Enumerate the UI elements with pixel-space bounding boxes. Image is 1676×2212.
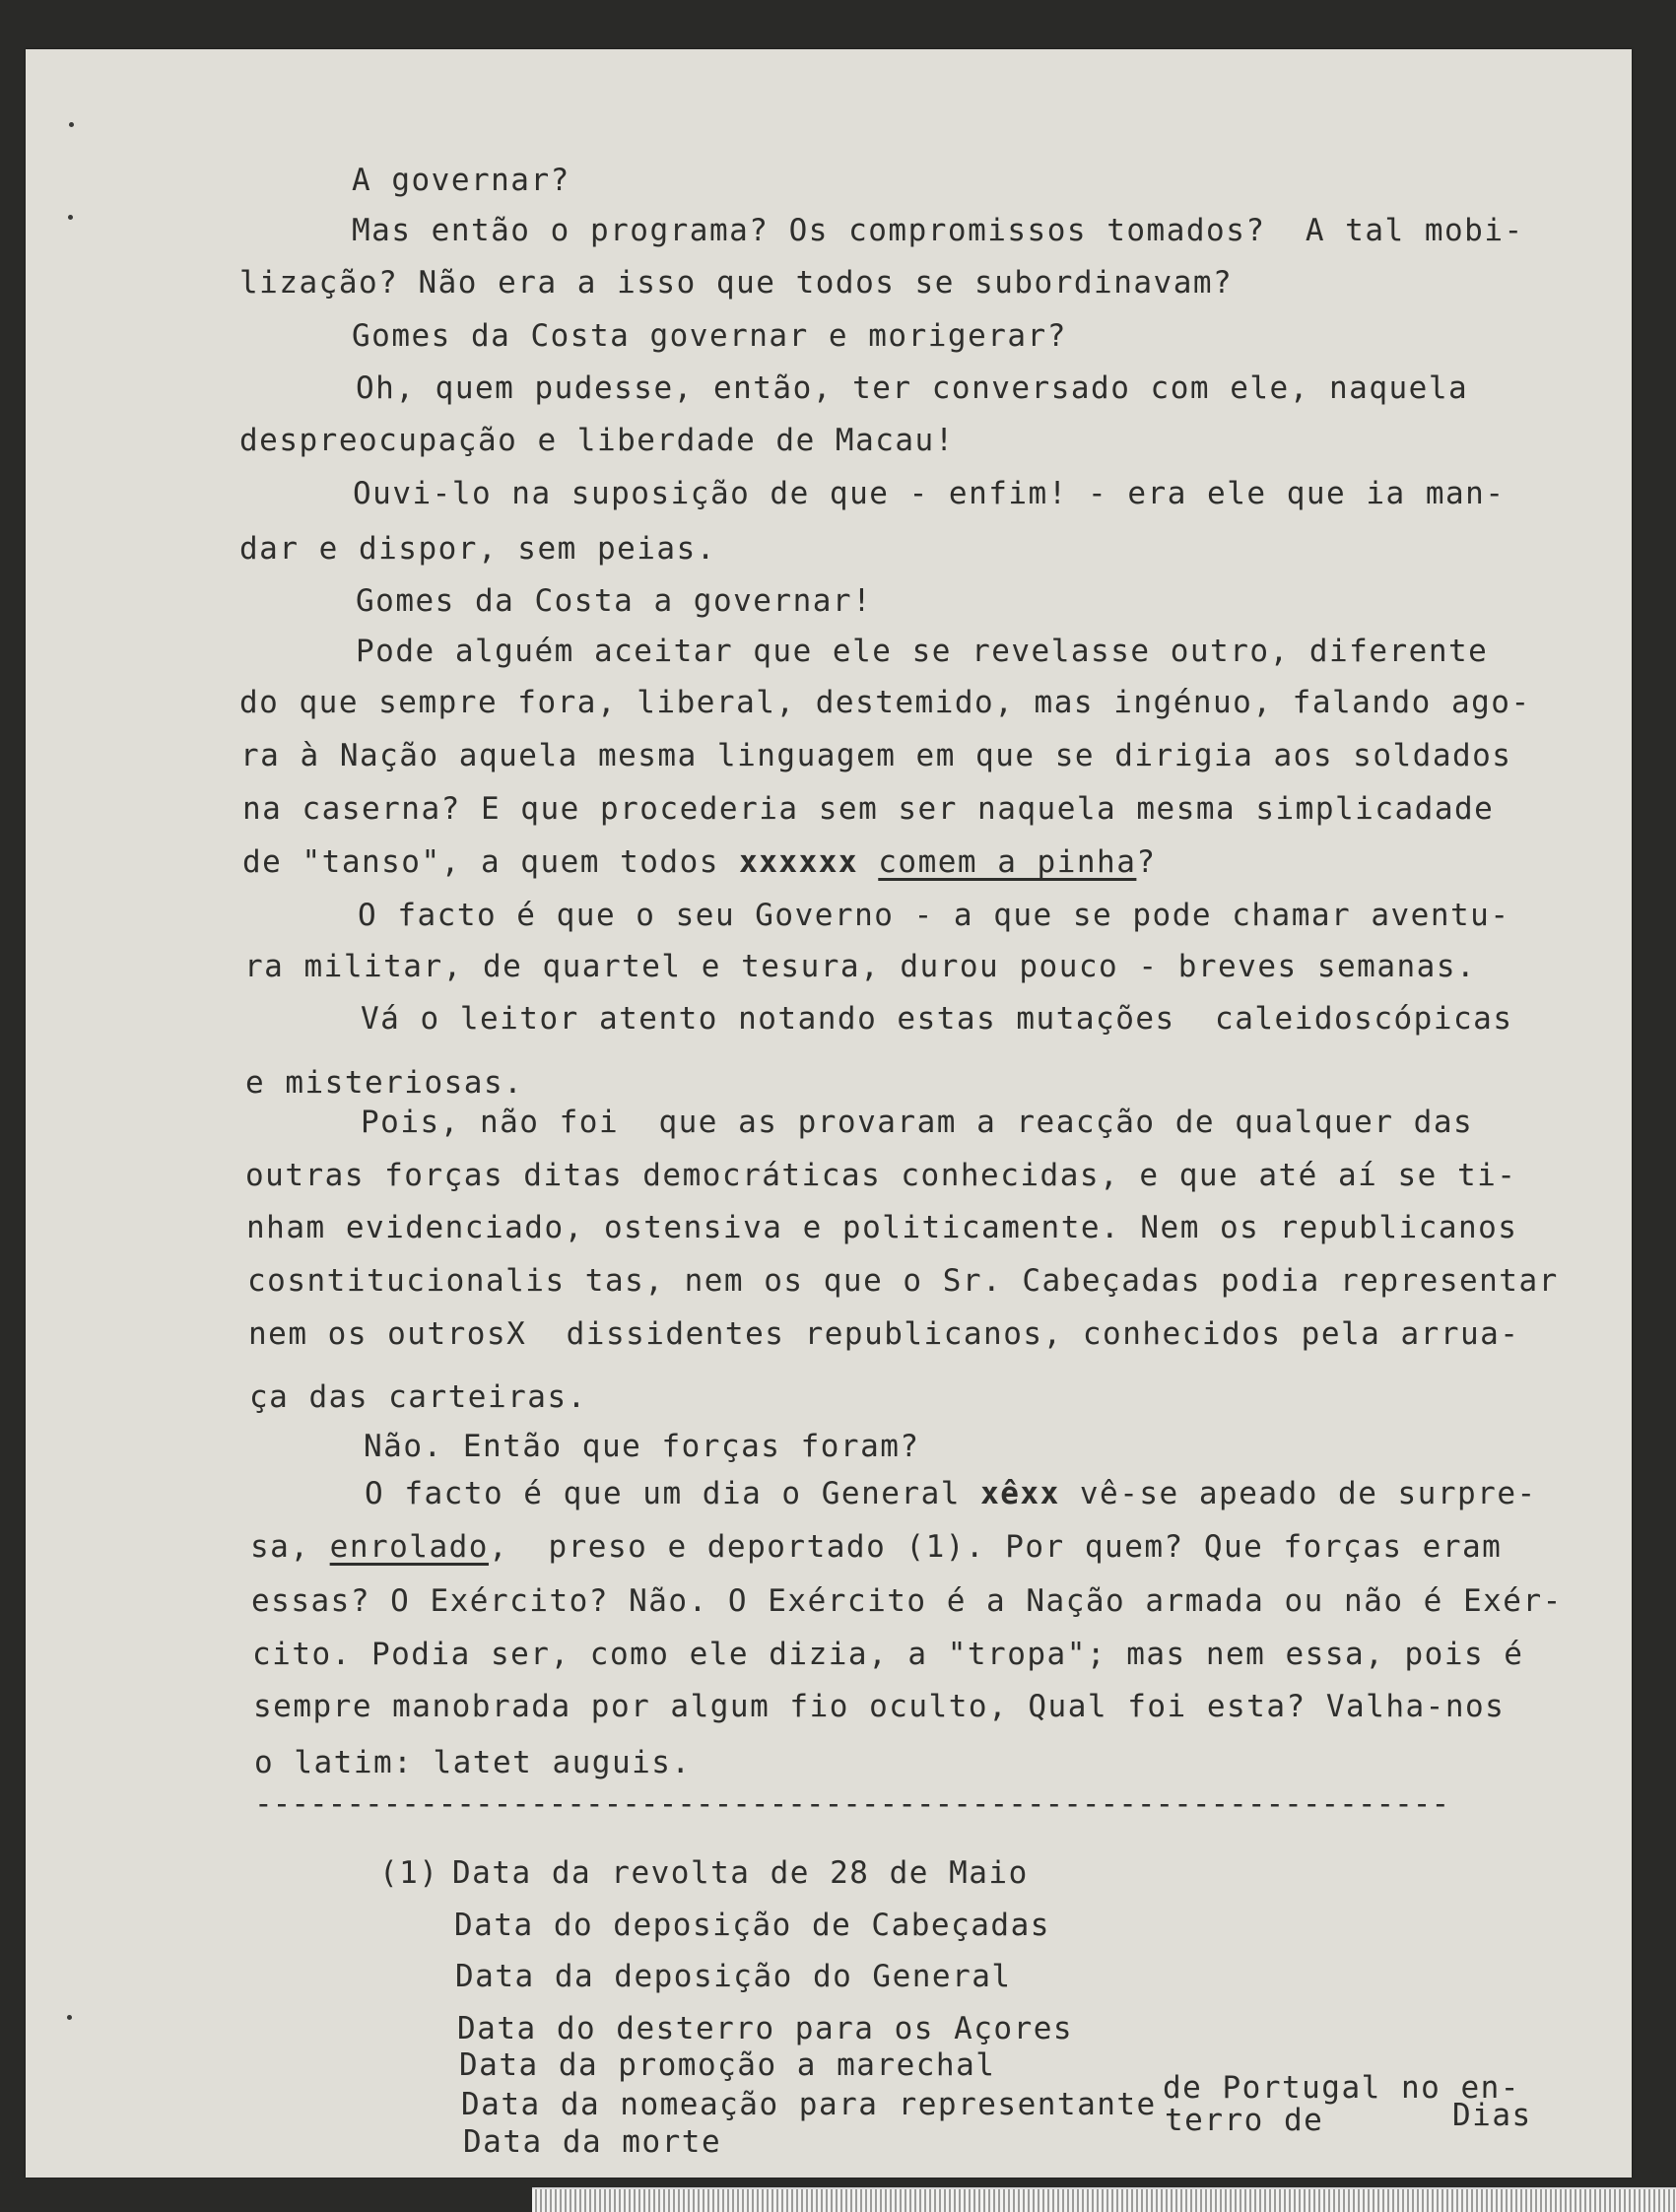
text-line: Gomes da Costa governar e morigerar? — [352, 318, 1067, 354]
struck-out-text: xêxx — [980, 1476, 1060, 1511]
text-line: Ouvi-lo na suposição de que - enfim! - era ele que ia man- — [353, 476, 1506, 511]
text-line: sempre manobrada por algum fio oculto, Qual foi esta? Valha-nos — [253, 1689, 1506, 1724]
text-segment: sa, — [250, 1529, 330, 1565]
punch-hole-mark — [69, 122, 74, 127]
text-line: Pois, não foi que as provaram a reacção de qualquer das — [361, 1105, 1474, 1140]
text-line: ça das carteiras. — [249, 1379, 587, 1415]
text-segment: O facto é que um dia o General — [365, 1476, 981, 1511]
text-segment: ? — [1136, 844, 1157, 880]
text-line: Não. Então que forças foram? — [364, 1429, 920, 1464]
text-segment — [858, 844, 878, 880]
text-line: A governar? — [352, 163, 570, 198]
footnote-item: Data da deposição do General — [455, 1959, 1012, 1994]
text-line: nem os outrosX dissidentes republicanos, conhecidos pela arrua- — [248, 1316, 1520, 1352]
text-line — [250, 1528, 1502, 1566]
text-line: O facto é que o seu Governo - a que se pode chamar aventu- — [358, 898, 1510, 933]
text-line: dar e dispor, sem peias. — [239, 531, 716, 567]
footnote-aside: Dias — [1452, 2098, 1532, 2133]
footnote-item: Data da morte — [463, 2124, 722, 2160]
punch-hole-mark — [68, 215, 73, 220]
text-line — [242, 843, 1157, 881]
footnote-item: Data da revolta de 28 de Maio — [452, 1855, 1029, 1891]
footnote-marker: (1) — [379, 1855, 439, 1891]
footnote-aside: de Portugal no en- — [1163, 2070, 1520, 2106]
underlined-text: comem a pinha — [878, 844, 1137, 880]
text-line: na caserna? E que procederia sem ser naquela mesma simplicadade — [242, 791, 1495, 827]
footnote-item: Data da promoção a marechal — [459, 2047, 996, 2083]
text-segment: de "tanso", a quem todos — [242, 844, 740, 880]
text-line: Gomes da Costa a governar! — [356, 583, 873, 619]
footnote-aside: terro de — [1165, 2103, 1324, 2138]
text-line: Oh, quem pudesse, então, ter conversado com ele, naquela — [356, 370, 1469, 406]
footnote-separator: ----------------------------------------------------------------- — [254, 1786, 1450, 1822]
scale-ruler — [532, 2187, 1676, 2212]
footnote-item: Data do deposição de Cabeçadas — [454, 1908, 1050, 1943]
text-line: o latim: latet auguis. — [254, 1745, 692, 1780]
footnote-item: Data do desterro para os Açores — [457, 2011, 1074, 2046]
text-segment: vê-se apeado de surpre- — [1059, 1476, 1537, 1511]
text-line: ra militar, de quartel e tesura, durou pouco - breves semanas. — [244, 949, 1477, 984]
text-line — [365, 1475, 1537, 1512]
punch-hole-mark — [67, 2015, 72, 2020]
text-line: Pode alguém aceitar que ele se revelasse outro, diferente — [356, 634, 1489, 669]
underlined-text: enrolado — [329, 1529, 489, 1565]
text-line: Mas então o programa? Os compromissos tomados? A tal mobi- — [352, 213, 1524, 248]
text-line: despreocupação e liberdade de Macau! — [239, 423, 955, 458]
footnote-item: Data da nomeação para representante — [461, 2087, 1157, 2122]
text-segment: , preso e deportado (1). Por quem? Que forças eram — [488, 1529, 1503, 1565]
text-line: e misteriosas. — [245, 1065, 524, 1101]
text-line: Vá o leitor atento notando estas mutações caleidoscópicas — [361, 1001, 1513, 1037]
text-line: do que sempre fora, liberal, destemido, mas ingénuo, falando ago- — [239, 685, 1531, 720]
text-line: cosntitucionalis tas, nem os que o Sr. Cabeçadas podia representar — [247, 1263, 1559, 1299]
text-line: essas? O Exército? Não. O Exército é a Nação armada ou não é Exér- — [251, 1583, 1563, 1619]
struck-out-text: xxxxxx — [739, 844, 859, 880]
text-line: outras forças ditas democráticas conhecidas, e que até aí se ti- — [245, 1158, 1517, 1193]
text-line: lização? Não era a isso que todos se subordinavam? — [239, 265, 1234, 301]
text-line: nham evidenciado, ostensiva e politicamente. Nem os republicanos — [246, 1210, 1518, 1245]
text-line: cito. Podia ser, como ele dizia, a "tropa"; mas nem essa, pois é — [252, 1637, 1524, 1672]
text-line: ra à Nação aquela mesma linguagem em que se dirigia aos soldados — [240, 738, 1512, 773]
